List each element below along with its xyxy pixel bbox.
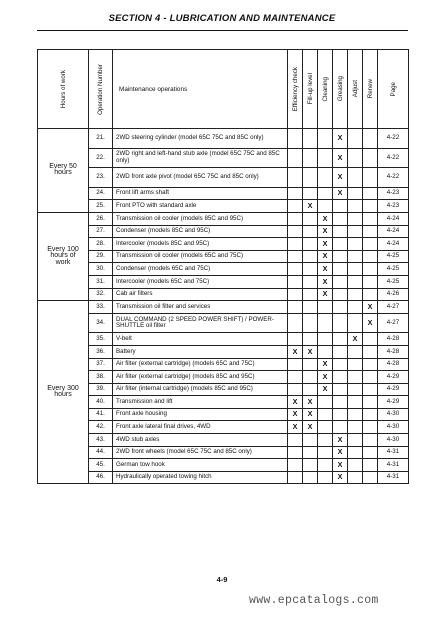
col-header-cleaning: Cleaning [318, 50, 333, 129]
page-ref: 4-25 [378, 250, 409, 263]
cleaning-mark [318, 168, 333, 188]
page-ref: 4-31 [378, 446, 409, 459]
operation-description: Air filter (internal cartridge) (models 85C and 95C) [113, 383, 288, 396]
renew-mark [363, 225, 378, 238]
cleaning-mark [318, 345, 333, 358]
page-ref: 4-28 [378, 358, 409, 371]
page-ref: 4-22 [378, 168, 409, 188]
fillup-mark: X [303, 200, 318, 213]
renew-mark [363, 275, 378, 288]
table-row [38, 396, 409, 409]
efficiency-mark [288, 250, 303, 263]
renew-mark [363, 333, 378, 346]
fillup-mark [303, 313, 318, 333]
greasing-mark [333, 371, 348, 384]
efficiency-mark [288, 371, 303, 384]
greasing-mark [333, 225, 348, 238]
table-row [38, 446, 409, 459]
adjust-mark [348, 288, 363, 301]
fillup-mark [303, 238, 318, 251]
fillup-mark [303, 187, 318, 200]
page-ref: 4-23 [378, 200, 409, 213]
fillup-mark: X [303, 345, 318, 358]
adjust-mark: X [348, 333, 363, 346]
cleaning-mark [318, 434, 333, 447]
operation-description: 2WD steering cylinder (model 65C 75C and 85C only) [113, 129, 288, 149]
operation-description: Front PTO with standard axle [113, 200, 288, 213]
hours-group-label: Every 50 hours [38, 129, 89, 213]
efficiency-mark [288, 225, 303, 238]
table-row [38, 471, 409, 484]
operation-description: Front lift arms shaft [113, 187, 288, 200]
greasing-mark [333, 313, 348, 333]
adjust-mark [348, 263, 363, 276]
page-ref: 4-26 [378, 288, 409, 301]
title-rule [37, 30, 408, 31]
renew-mark [363, 446, 378, 459]
cleaning-mark: X [318, 250, 333, 263]
watermark: www.epcatalogs.com [249, 594, 379, 607]
cleaning-mark [318, 187, 333, 200]
hours-group-label: Every 300 hours [38, 301, 89, 484]
cleaning-mark: X [318, 212, 333, 225]
table-row [38, 187, 409, 200]
cleaning-mark [318, 459, 333, 472]
operation-number: 38. [89, 371, 113, 384]
cleaning-mark: X [318, 225, 333, 238]
page-ref: 4-30 [378, 408, 409, 421]
operation-number: 42. [89, 421, 113, 434]
efficiency-mark: X [288, 408, 303, 421]
fillup-mark [303, 333, 318, 346]
page-ref: 4-29 [378, 383, 409, 396]
adjust-mark [348, 371, 363, 384]
greasing-mark: X [333, 446, 348, 459]
cleaning-mark [318, 129, 333, 149]
fillup-mark: X [303, 421, 318, 434]
table-row [38, 200, 409, 213]
renew-mark [363, 168, 378, 188]
cleaning-mark [318, 333, 333, 346]
operation-number: 35. [89, 333, 113, 346]
adjust-mark [348, 168, 363, 188]
renew-mark: X [363, 301, 378, 314]
renew-mark [363, 345, 378, 358]
operation-number: 40. [89, 396, 113, 409]
page-ref: 4-28 [378, 345, 409, 358]
operation-number: 26. [89, 212, 113, 225]
efficiency-mark: X [288, 396, 303, 409]
efficiency-mark [288, 200, 303, 213]
renew-mark: X [363, 313, 378, 333]
col-header-maintenance: Maintenance operations [113, 50, 288, 129]
efficiency-mark [288, 263, 303, 276]
page-ref: 4-30 [378, 434, 409, 447]
operation-number: 41. [89, 408, 113, 421]
operation-description: 2WD right and left-hand stub axle (model 65C 75C and 85C only) [113, 148, 288, 168]
greasing-mark: X [333, 459, 348, 472]
fillup-mark [303, 301, 318, 314]
greasing-mark: X [333, 471, 348, 484]
col-header-op-number: Operation Number [89, 50, 113, 129]
adjust-mark [348, 313, 363, 333]
adjust-mark [348, 301, 363, 314]
cleaning-mark [318, 446, 333, 459]
operation-description: V-belt [113, 333, 288, 346]
operation-number: 28. [89, 238, 113, 251]
table-row [38, 275, 409, 288]
cleaning-mark [318, 396, 333, 409]
page-ref: 4-23 [378, 187, 409, 200]
greasing-mark [333, 275, 348, 288]
operation-number: 29. [89, 250, 113, 263]
cleaning-mark [318, 313, 333, 333]
page-ref: 4-29 [378, 396, 409, 409]
page-ref: 4-22 [378, 148, 409, 168]
renew-mark [363, 408, 378, 421]
operation-description: German tow hook [113, 459, 288, 472]
adjust-mark [348, 187, 363, 200]
adjust-mark [348, 396, 363, 409]
cleaning-mark: X [318, 263, 333, 276]
efficiency-mark [288, 358, 303, 371]
adjust-mark [348, 408, 363, 421]
renew-mark [363, 459, 378, 472]
table-row [38, 168, 409, 188]
operation-description: Air filter (external cartridge) (models 85C and 95C) [113, 371, 288, 384]
fillup-mark [303, 446, 318, 459]
operation-description: Transmission and lift [113, 396, 288, 409]
col-header-adjust: Adjust [348, 50, 363, 129]
greasing-mark [333, 200, 348, 213]
fillup-mark [303, 471, 318, 484]
fillup-mark [303, 129, 318, 149]
page-ref: 4-24 [378, 225, 409, 238]
page-ref: 4-24 [378, 212, 409, 225]
renew-mark [363, 434, 378, 447]
fillup-mark [303, 168, 318, 188]
fillup-mark [303, 288, 318, 301]
greasing-mark [333, 396, 348, 409]
operation-description: DUAL COMMAND (2 SPEED POWER SHIFT) / POWER-SHUTTLE oil filter [113, 313, 288, 333]
operation-number: 45. [89, 459, 113, 472]
operation-description: Intercooler (models 85C and 95C) [113, 238, 288, 251]
renew-mark [363, 421, 378, 434]
page-ref: 4-31 [378, 471, 409, 484]
greasing-mark: X [333, 148, 348, 168]
adjust-mark [348, 459, 363, 472]
col-header-fillup: Fill-up level [303, 50, 318, 129]
adjust-mark [348, 238, 363, 251]
table-row [38, 212, 409, 225]
adjust-mark [348, 446, 363, 459]
cleaning-mark [318, 421, 333, 434]
operation-number: 43. [89, 434, 113, 447]
renew-mark [363, 212, 378, 225]
table-row [38, 371, 409, 384]
greasing-mark [333, 408, 348, 421]
cleaning-mark: X [318, 358, 333, 371]
efficiency-mark [288, 383, 303, 396]
adjust-mark [348, 225, 363, 238]
operation-description: Air filter (external cartridge) (models 65C and 75C) [113, 358, 288, 371]
operation-number: 34. [89, 313, 113, 333]
page-ref: 4-27 [378, 301, 409, 314]
page-ref: 4-28 [378, 333, 409, 346]
renew-mark [363, 288, 378, 301]
fillup-mark [303, 250, 318, 263]
operation-description: Front axle lateral final drives, 4WD [113, 421, 288, 434]
renew-mark [363, 238, 378, 251]
efficiency-mark [288, 288, 303, 301]
operation-number: 27. [89, 225, 113, 238]
cleaning-mark: X [318, 238, 333, 251]
adjust-mark [348, 250, 363, 263]
efficiency-mark [288, 275, 303, 288]
operation-number: 36. [89, 345, 113, 358]
operation-description: Front axle housing [113, 408, 288, 421]
fillup-mark [303, 225, 318, 238]
fillup-mark [303, 358, 318, 371]
table-row [38, 263, 409, 276]
efficiency-mark [288, 471, 303, 484]
operation-description: 2WD front wheels (model 65C 75C and 85C only) [113, 446, 288, 459]
cleaning-mark [318, 200, 333, 213]
efficiency-mark [288, 301, 303, 314]
operation-description: Condenser (models 85C and 95C) [113, 225, 288, 238]
greasing-mark: X [333, 129, 348, 149]
adjust-mark [348, 212, 363, 225]
table-row [38, 313, 409, 333]
fillup-mark [303, 459, 318, 472]
table-header-row [38, 50, 409, 129]
efficiency-mark [288, 129, 303, 149]
renew-mark [363, 371, 378, 384]
renew-mark [363, 471, 378, 484]
efficiency-mark [288, 313, 303, 333]
table-body [38, 129, 409, 484]
table-row [38, 238, 409, 251]
fillup-mark: X [303, 408, 318, 421]
operation-number: 46. [89, 471, 113, 484]
table-row [38, 421, 409, 434]
operation-description: Transmission oil cooler (models 85C and 95C) [113, 212, 288, 225]
adjust-mark [348, 275, 363, 288]
fillup-mark: X [303, 396, 318, 409]
table-row [38, 408, 409, 421]
operation-description: Transmission oil cooler (models 65C and 75C) [113, 250, 288, 263]
cleaning-mark: X [318, 383, 333, 396]
operation-number: 30. [89, 263, 113, 276]
operation-number: 22. [89, 148, 113, 168]
greasing-mark [333, 345, 348, 358]
operation-description: Cab air filters [113, 288, 288, 301]
efficiency-mark [288, 459, 303, 472]
operation-description: Condenser (models 65C and 75C) [113, 263, 288, 276]
efficiency-mark [288, 333, 303, 346]
operation-number: 23. [89, 168, 113, 188]
greasing-mark [333, 212, 348, 225]
greasing-mark: X [333, 168, 348, 188]
renew-mark [363, 129, 378, 149]
table-row [38, 129, 409, 149]
efficiency-mark [288, 238, 303, 251]
page-number: 4-9 [216, 575, 228, 584]
fillup-mark [303, 212, 318, 225]
operation-number: 32. [89, 288, 113, 301]
greasing-mark [333, 250, 348, 263]
page-ref: 4-29 [378, 371, 409, 384]
renew-mark [363, 250, 378, 263]
fillup-mark [303, 263, 318, 276]
renew-mark [363, 200, 378, 213]
renew-mark [363, 383, 378, 396]
cleaning-mark [318, 408, 333, 421]
efficiency-mark [288, 148, 303, 168]
renew-mark [363, 358, 378, 371]
table-row [38, 288, 409, 301]
greasing-mark: X [333, 187, 348, 200]
page-ref: 4-30 [378, 421, 409, 434]
cleaning-mark [318, 148, 333, 168]
table-row [38, 358, 409, 371]
renew-mark [363, 148, 378, 168]
operation-number: 21. [89, 129, 113, 149]
greasing-mark [333, 383, 348, 396]
efficiency-mark [288, 187, 303, 200]
operation-description: Battery [113, 345, 288, 358]
page-ref: 4-31 [378, 459, 409, 472]
efficiency-mark: X [288, 345, 303, 358]
maintenance-table [37, 49, 409, 484]
fillup-mark [303, 434, 318, 447]
renew-mark [363, 187, 378, 200]
page-ref: 4-22 [378, 129, 409, 149]
operation-number: 37. [89, 358, 113, 371]
table-row [38, 250, 409, 263]
table-row [38, 383, 409, 396]
operation-number: 25. [89, 200, 113, 213]
efficiency-mark [288, 434, 303, 447]
adjust-mark [348, 434, 363, 447]
greasing-mark [333, 333, 348, 346]
cleaning-mark: X [318, 371, 333, 384]
adjust-mark [348, 129, 363, 149]
operation-number: 39. [89, 383, 113, 396]
adjust-mark [348, 358, 363, 371]
greasing-mark [333, 301, 348, 314]
col-header-page: Page [378, 50, 409, 129]
section-title: SECTION 4 - LUBRICATION AND MAINTENANCE [108, 13, 336, 24]
page-ref: 4-25 [378, 275, 409, 288]
greasing-mark [333, 288, 348, 301]
table-row [38, 148, 409, 168]
table-row [38, 333, 409, 346]
operation-number: 24. [89, 187, 113, 200]
adjust-mark [348, 148, 363, 168]
page-ref: 4-27 [378, 313, 409, 333]
operation-number: 44. [89, 446, 113, 459]
cleaning-mark [318, 301, 333, 314]
table-row [38, 434, 409, 447]
fillup-mark [303, 275, 318, 288]
adjust-mark [348, 345, 363, 358]
operation-description: 2WD front axle pivot (model 65C 75C and 85C only) [113, 168, 288, 188]
table-row [38, 459, 409, 472]
greasing-mark [333, 358, 348, 371]
col-header-hours: Hours of work [38, 50, 89, 129]
efficiency-mark [288, 168, 303, 188]
fillup-mark [303, 148, 318, 168]
operation-description: Intercooler (models 65C and 75C) [113, 275, 288, 288]
cleaning-mark: X [318, 288, 333, 301]
col-header-efficiency: Efficiency check [288, 50, 303, 129]
hours-group-label: Every 100 hours of work [38, 212, 89, 300]
table-row [38, 225, 409, 238]
cleaning-mark [318, 471, 333, 484]
operation-description: Transmission oil filter and services [113, 301, 288, 314]
greasing-mark: X [333, 434, 348, 447]
adjust-mark [348, 421, 363, 434]
greasing-mark [333, 421, 348, 434]
col-header-greasing: Greasing [333, 50, 348, 129]
table-row [38, 301, 409, 314]
adjust-mark [348, 200, 363, 213]
fillup-mark [303, 371, 318, 384]
page-ref: 4-24 [378, 238, 409, 251]
adjust-mark [348, 383, 363, 396]
operation-description: 4WD stub axles [113, 434, 288, 447]
greasing-mark [333, 238, 348, 251]
page-ref: 4-25 [378, 263, 409, 276]
efficiency-mark [288, 446, 303, 459]
table-row [38, 345, 409, 358]
operation-number: 31. [89, 275, 113, 288]
fillup-mark [303, 383, 318, 396]
renew-mark [363, 263, 378, 276]
adjust-mark [348, 471, 363, 484]
cleaning-mark: X [318, 275, 333, 288]
operation-description: Hydraulically operated towing hitch [113, 471, 288, 484]
renew-mark [363, 396, 378, 409]
efficiency-mark: X [288, 421, 303, 434]
greasing-mark [333, 263, 348, 276]
efficiency-mark [288, 212, 303, 225]
operation-number: 33. [89, 301, 113, 314]
col-header-renew: Renew [363, 50, 378, 129]
